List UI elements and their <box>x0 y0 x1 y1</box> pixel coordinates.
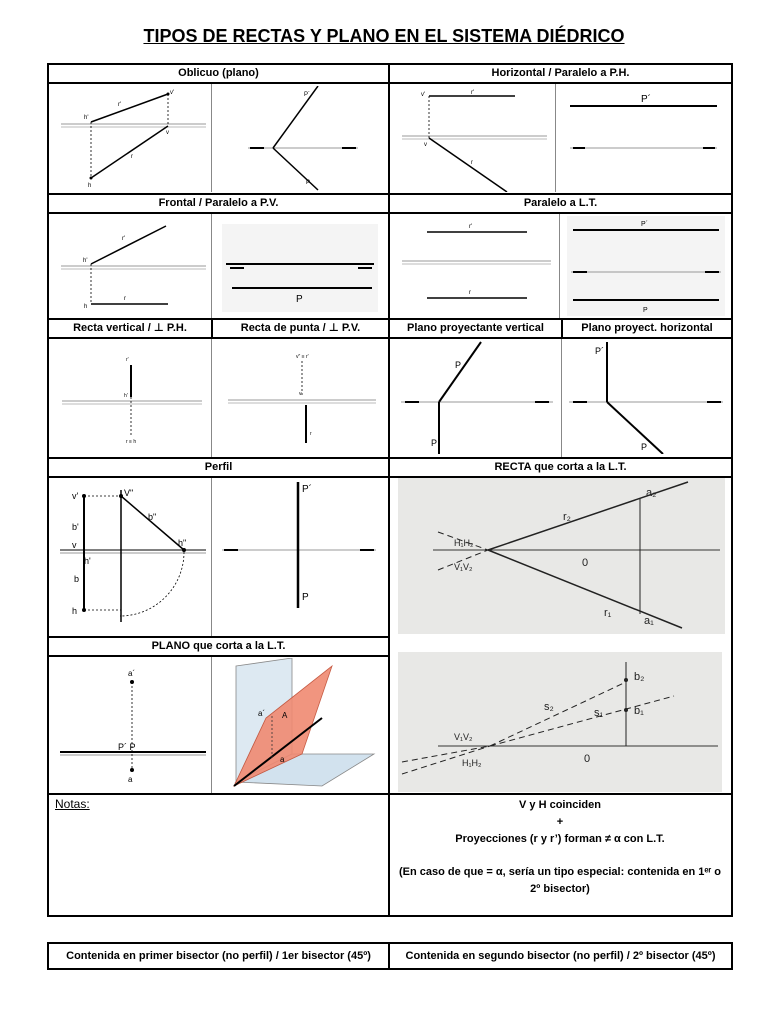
row-divider <box>559 214 560 318</box>
row-divider <box>211 214 212 318</box>
header-frontal: Frontal / Paralelo a P.V. <box>47 193 390 214</box>
notes-text <box>390 797 730 898</box>
photo-recta-corta-lt <box>398 478 725 634</box>
label-r: r <box>131 154 133 160</box>
label-v1v2: V₁V₂ <box>454 562 473 572</box>
label-P-prime: P´ <box>304 92 310 98</box>
label-r-prime: r' <box>469 224 473 230</box>
header-oblicuo: Oblicuo (plano) <box>47 63 390 84</box>
label-r1: r₁ <box>604 607 612 619</box>
label-v: v <box>72 540 77 550</box>
label-v: v <box>166 130 169 136</box>
notes-label: Notas: <box>55 797 90 811</box>
fig-oblicuo-plano <box>218 86 378 192</box>
label-b-prime: b' <box>72 522 79 532</box>
label-h-prime: h' <box>84 556 91 566</box>
label-b: b <box>74 574 80 584</box>
label-P-prime: P´ <box>641 94 651 105</box>
label-h-prime: h' <box>83 258 88 264</box>
label-a-prime: a´ <box>258 709 266 718</box>
label-P-prime: P´ <box>302 484 312 495</box>
label-h: h <box>84 304 88 310</box>
label-r2: r₂ <box>563 511 571 523</box>
label-P: P <box>455 360 462 370</box>
label-v-prime: v' <box>421 92 426 98</box>
label-h1h2: H₁H₂ <box>454 538 474 548</box>
label-r-prime: r' <box>126 357 129 363</box>
header-paralelo-lt: Paralelo a L.T. <box>388 193 733 214</box>
bottom-cell-primer-bisector: Contenida en primer bisector (no perfil) / 1er bisector (45º) <box>47 942 390 970</box>
header-perfil: Perfil <box>47 457 390 478</box>
label-h: h <box>88 183 92 189</box>
label-v-prime: v' <box>170 90 175 96</box>
label-h: h <box>72 606 78 616</box>
header-plano-proy-horizontal: Plano proyect. horizontal <box>561 318 733 339</box>
label-r-prime: r' <box>471 90 475 96</box>
label-zero: 0 <box>584 753 591 765</box>
note-line-3: Proyecciones (r y r’) forman ≠ α con L.T. <box>455 833 665 845</box>
bottom-cell-segundo-bisector: Contenida en segundo bisector (no perfil) / 2º bisector (45º) <box>388 942 733 970</box>
label-P: P <box>643 307 648 314</box>
row-divider <box>211 478 212 636</box>
fig-plano-corta-lt-3d <box>222 658 378 792</box>
label-v-r-prime: v" ≡ r' <box>296 354 309 360</box>
fig-perfil-recta <box>56 482 210 632</box>
notes-divider <box>47 793 733 795</box>
label-v: v <box>299 391 302 397</box>
label-r-prime: r' <box>122 236 126 242</box>
label-h1h2: H₁H₂ <box>462 758 482 768</box>
fig-recta-punta <box>224 345 380 453</box>
header-plano-proy-vertical: Plano proyectante vertical <box>388 318 563 339</box>
label-h-dd: h" <box>178 538 187 548</box>
label-a1: a₁ <box>644 615 654 627</box>
label-P-prime: P´ <box>595 346 604 356</box>
header-recta-corta-lt: RECTA que corta a la L.T. <box>388 457 733 478</box>
label-r: r <box>124 296 126 302</box>
row-divider <box>211 657 212 793</box>
label-b-dd: b" <box>148 512 157 522</box>
row-divider <box>555 84 556 192</box>
label-a: a <box>280 755 285 764</box>
row-divider <box>211 84 212 192</box>
fig-perfil-plano <box>218 478 380 634</box>
label-s2: s₂ <box>544 701 554 713</box>
fig-plano-corta-lt <box>56 664 208 788</box>
label-v: v <box>424 142 427 148</box>
label-P: P <box>306 180 311 186</box>
label-P: P <box>302 592 309 603</box>
label-a-prime: a´ <box>128 669 136 678</box>
label-a2: a₂ <box>646 487 657 499</box>
label-r-h: r ≡ h <box>126 439 137 445</box>
fig-frontal-plano <box>222 224 378 312</box>
label-P-prime: P´ <box>641 221 648 228</box>
label-r: r <box>469 290 471 296</box>
fig-paralelo-lt-recta <box>397 216 553 316</box>
label-r: r <box>471 160 473 166</box>
fig-recta-vertical <box>58 345 206 453</box>
label-zero: 0 <box>582 557 589 569</box>
note-line-2: + <box>556 816 564 828</box>
center-divider <box>388 63 390 917</box>
label-P-P: P´ P <box>118 742 136 752</box>
label-h-prime: h' <box>124 393 128 399</box>
label-v-dd: V" <box>124 488 134 498</box>
header-recta-punta: Recta de punta / ⊥ P.V. <box>211 318 390 339</box>
header-recta-vertical: Recta vertical / ⊥ P.H. <box>47 318 213 339</box>
label-b1: b₁ <box>634 705 644 717</box>
fig-frontal-recta <box>56 216 206 316</box>
row-divider <box>211 339 212 457</box>
note-line-1: V y H coinciden <box>519 799 601 811</box>
label-v-prime: v' <box>72 491 79 501</box>
label-r: r <box>310 431 312 437</box>
row-divider <box>561 339 562 457</box>
label-a: a <box>128 775 133 784</box>
fig-paralelo-lt-plano <box>567 216 725 316</box>
fig-plano-proy-horizontal <box>565 340 727 454</box>
fig-horizontal-plano <box>565 86 725 192</box>
photo-plano-corta-lt <box>398 652 722 792</box>
page-title: TIPOS DE RECTAS Y PLANO EN EL SISTEMA DIÉDRICO <box>143 26 625 46</box>
label-v1v2: V₁V₂ <box>454 732 473 742</box>
label-s1: s₁ <box>594 707 604 719</box>
fig-horizontal-recta <box>397 86 547 192</box>
header-plano-corta-lt: PLANO que corta a la L.T. <box>47 636 390 657</box>
label-P: P <box>641 442 648 452</box>
label-h-prime: h' <box>84 115 89 121</box>
fig-oblicuo-recta <box>56 86 206 192</box>
label-b2: b₂ <box>634 671 645 683</box>
note-line-4: (En caso de que = α, sería un tipo especial: contenida en 1ᵉʳ o 2º bisector) <box>398 866 722 895</box>
header-horizontal: Horizontal / Paralelo a P.H. <box>388 63 733 84</box>
label-A: A <box>282 711 288 720</box>
label-P: P <box>431 438 438 448</box>
fig-plano-proy-vertical <box>397 340 557 454</box>
label-P: P <box>296 294 303 305</box>
label-r-prime: r' <box>118 102 122 108</box>
